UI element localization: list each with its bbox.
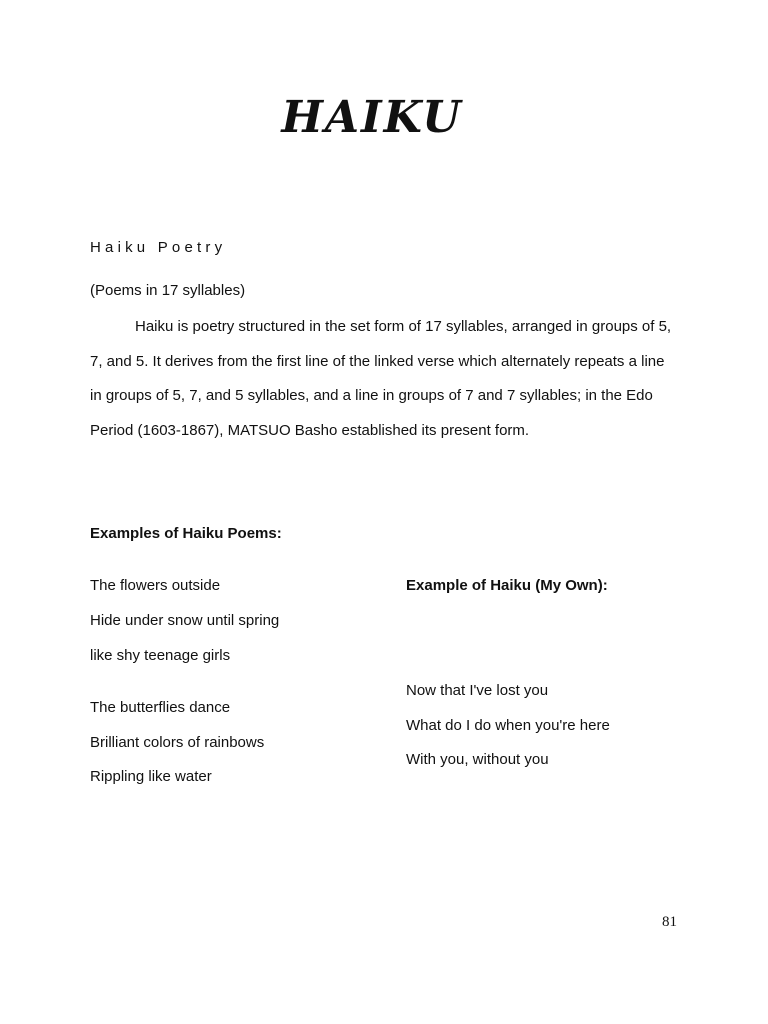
body-paragraph — [90, 317, 690, 455]
own-poem-line: Now that I've lost you — [406, 682, 549, 699]
paragraph-line: Period (1603-1867), MATSUO Basho established its present form. — [90, 421, 530, 439]
own-poem-line: What do I do when you're here — [406, 717, 610, 734]
own-example-heading: Example of Haiku (My Own): — [406, 577, 608, 594]
poem-2-line: Rippling like water — [90, 768, 212, 785]
poem-1-line: Hide under snow until spring — [90, 612, 280, 629]
examples-heading: Examples of Haiku Poems: — [90, 525, 282, 542]
poem-2-line: Brilliant colors of rainbows — [90, 734, 265, 751]
page-number: 81 — [662, 914, 677, 930]
subheading: (Poems in 17 syllables) — [90, 282, 246, 299]
paragraph-line: Haiku is poetry structured in the set form of 17 syllables, arranged in groups of 5, — [135, 318, 672, 335]
poem-1-line: like shy teenage girls — [90, 647, 231, 664]
page-title: HAIKU — [281, 92, 463, 143]
paragraph-line: in groups of 5, 7, and 5 syllables, and a line in groups of 7 and 7 syllables; in the Edo — [90, 387, 653, 404]
paragraph-line: 7, and 5. It derives from the first line of the linked verse which alternately repeats a line — [90, 352, 665, 370]
own-poem-line: With you, without you — [406, 751, 549, 768]
poem-2-line: The butterflies dance — [90, 699, 231, 716]
poem-1-line: The flowers outside — [90, 577, 221, 594]
section-heading: Haiku Poetry — [90, 239, 227, 256]
